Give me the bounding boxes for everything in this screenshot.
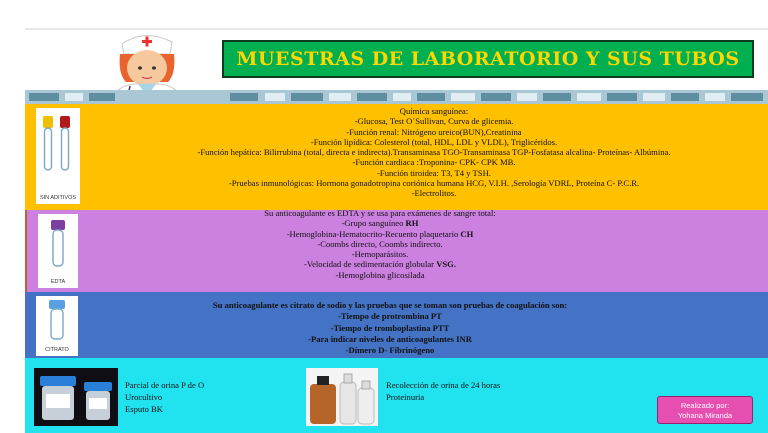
tube-card-edta (38, 214, 78, 288)
urine-test-item: Proteinuria (386, 392, 425, 402)
yellow-text-block (100, 106, 768, 199)
lab-shelf-strip (25, 90, 768, 104)
purple-line: -Grupo sanguíneo RH (341, 218, 419, 229)
purple-line: -Hemoglobina-Hematocrito-Recuento plaquetario CH (286, 228, 474, 239)
purple-line: Su anticoagulante es EDTA y se usa para exámenes de sangre total: (264, 208, 496, 218)
blood-tubes-icon (36, 108, 80, 192)
tube-card-citrato (36, 296, 78, 356)
urine-cups-photo (34, 368, 118, 426)
purple-line: -Hemoglobina glicosilada (335, 269, 425, 280)
yellow-line: -Función cardiaca :Troponina- CPK- CPK MB. (352, 157, 516, 168)
blue-line: -Tiempo de tromboplastina PTT (330, 322, 450, 333)
cyan-left-text (125, 379, 204, 415)
badge-line: Yohana Miranda (677, 411, 733, 420)
yellow-line: -Función hepática: Bilirrubina (total, directa e indirecta).Transaminasa TGO-Transaminasa TGP-Fosfatasa alcalina- Proteínas- Albúmina. (197, 147, 671, 158)
blue-text-block (120, 300, 660, 356)
cyan-right-text (386, 379, 500, 403)
tube-label-sin-aditivos: SIN ADITIVOS (39, 195, 77, 201)
blue-line: Su anticoagulante es citrato de sodio y las pruebas que se toman son pruebas de coagulación son: (212, 300, 568, 310)
blue-line: -Dímero D- Fibrinógeno (345, 345, 435, 356)
purple-line: -Velocidad de sedimentación globular VSG. (303, 259, 457, 270)
urine-test-item: Esputo BK (125, 404, 163, 414)
yellow-line: -Función tiroidea: T3, T4 y TSH. (377, 167, 491, 178)
yellow-line: -Electrolitos. (411, 188, 457, 199)
yellow-line: -Glucosa, Test O´Sullivan, Curva de glicemia. (354, 116, 514, 127)
purple-line: -Coombs directo, Coombs indirecto. (317, 238, 443, 249)
yellow-line: -Función lipídica: Colesterol (total, HDL, LDL y VLDL), Triglicéridos. (310, 136, 558, 147)
urine-test-item: Parcial de orina P de O (125, 380, 205, 390)
purple-text-block (100, 208, 660, 280)
edta-tube-icon (38, 214, 78, 276)
urine-test-item: Urocultivo (125, 392, 163, 402)
badge-line: Realizado por: (680, 401, 730, 410)
yellow-line: -Función renal: Nitrógeno ureico(BUN),Creatinina (346, 126, 522, 137)
blue-line: -Tiempo de protrombina PT (338, 311, 442, 322)
citrato-tube-icon (36, 296, 78, 344)
yellow-line: Química sanguínea: (399, 106, 469, 116)
tube-label-edta: EDTA (50, 279, 66, 285)
blue-line: -Para indicar niveles de anticoagulantes INR (308, 333, 472, 344)
yellow-line: -Pruebas inmunológicas: Hormona gonadotropina coriónica humana HCG, V.I.H. ,Serología VDRL, Proteína C- P.C.R. (228, 178, 640, 189)
urine-test-item: Recolección de orina de 24 horas (386, 380, 501, 390)
author-badge (657, 396, 753, 424)
tube-card-sin-aditivos (36, 108, 80, 204)
page-title: MUESTRAS DE LABORATORIO Y SUS TUBOS (236, 48, 740, 70)
title-banner (222, 40, 754, 78)
tube-label-citrato: CITRATO (45, 347, 69, 353)
purple-line: -Hemoparásitos. (351, 249, 409, 260)
urine-jugs-photo (306, 368, 378, 426)
